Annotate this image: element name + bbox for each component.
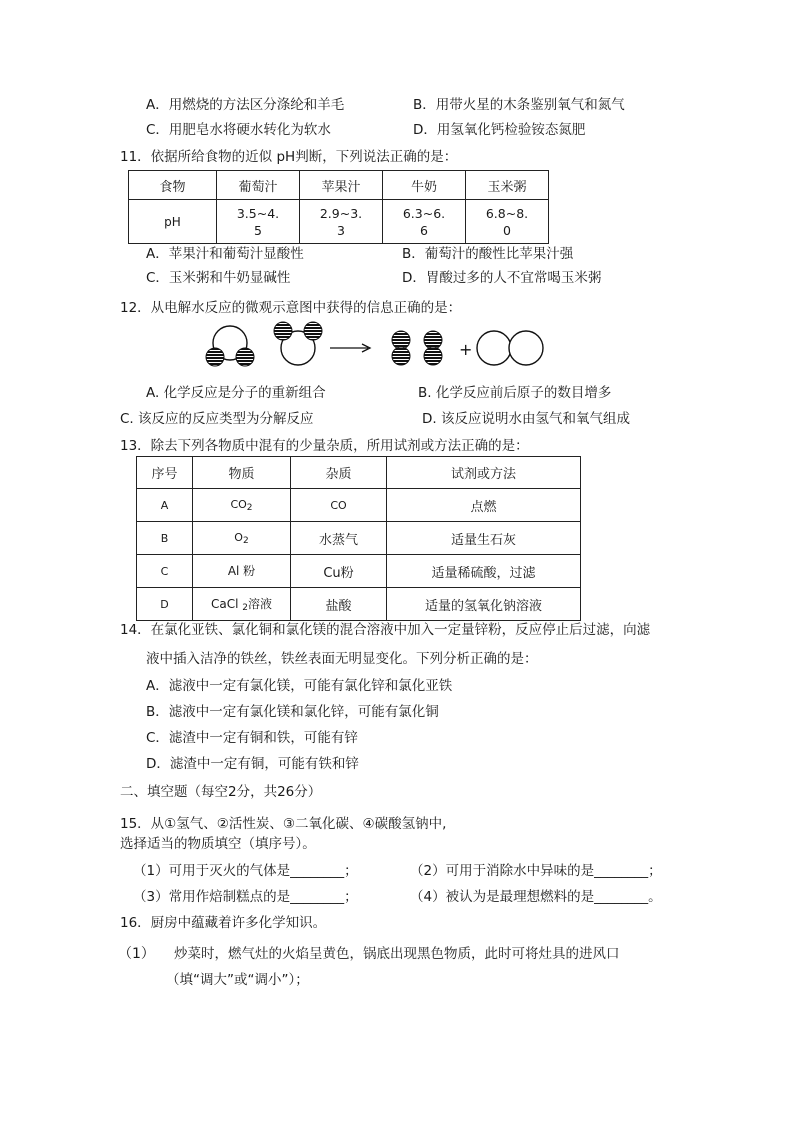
substance-cell: Al 粉	[193, 555, 291, 588]
table-row	[129, 200, 549, 244]
substance-cell: $CO_2$	[193, 489, 291, 522]
hydrogen-molecule-1	[392, 331, 410, 365]
question-14-stem-line1: 14．在氯化亚铁、氯化铜和氯化镁的混合溶液中加入一定量锌粉，反应停止后过滤，向滤	[120, 622, 651, 638]
table-header-row	[137, 457, 581, 489]
q12-option-b: B. 化学反应前后原子的数目增多	[418, 385, 612, 401]
q12-option-a: A. 化学反应是分子的重新组合	[146, 385, 326, 401]
electrolysis-diagram	[196, 318, 556, 372]
ph-cell: 3.5~4. 5	[217, 200, 300, 244]
q15-blank-2: （2）可用于消除水中异味的是________；	[410, 863, 662, 879]
impurity-cell: 水蒸气	[291, 522, 387, 555]
impurity-cell: CO	[291, 489, 387, 522]
header-apple-juice: 苹果汁	[300, 171, 383, 200]
hydrogen-molecule-2	[424, 331, 442, 365]
q15-blank-3: （3）常用作焙制糕点的是________；	[133, 889, 358, 905]
substance-cell: $O_2$	[193, 522, 291, 555]
option-a: A．用燃烧的方法区分涤纶和羊毛	[146, 97, 345, 113]
food-ph-table	[128, 170, 549, 244]
q11-option-b: B．葡萄汁的酸性比苹果汁强	[402, 246, 574, 262]
header-id: 序号	[137, 457, 193, 489]
question-14-stem-line2: 液中插入洁净的铁丝，铁丝表面无明显变化。下列分析正确的是：	[146, 651, 538, 667]
row-id: D	[137, 588, 193, 621]
table-row	[137, 588, 581, 621]
table-header-row	[129, 171, 549, 200]
q11-option-c: C．玉米粥和牛奶显碱性	[146, 270, 291, 286]
header-food: 食物	[129, 171, 217, 200]
ph-cell: 6.8~8. 0	[466, 200, 549, 244]
q12-option-c: C. 该反应的反应类型为分解反应	[120, 411, 314, 427]
header-substance: 物质	[193, 457, 291, 489]
ph-cell: 2.9~3. 3	[300, 200, 383, 244]
oxygen-molecule	[477, 331, 543, 365]
question-15-stem-line1: 15．从①氢气、②活性炭、③二氧化碳、④碳酸氢钠中,	[120, 816, 447, 832]
plus-sign: +	[459, 340, 473, 359]
method-cell: 点燃	[387, 489, 581, 522]
question-15-stem-line2: 选择适当的物质填空（填序号）。	[120, 836, 316, 852]
option-b: B．用带火星的木条鉴别氧气和氮气	[413, 97, 625, 113]
q14-option-a: A．滤液中一定有氯化镁，可能有氯化锌和氯化亚铁	[146, 678, 453, 694]
impurity-cell: Cu粉	[291, 555, 387, 588]
water-molecule-1	[206, 326, 254, 366]
table-row	[137, 489, 581, 522]
table-row	[137, 522, 581, 555]
q12-option-d: D. 该反应说明水由氢气和氧气组成	[422, 411, 630, 427]
q11-option-d: D．胃酸过多的人不宜常喝玉米粥	[402, 270, 602, 286]
impurity-cell: 盐酸	[291, 588, 387, 621]
row-label-ph: pH	[129, 200, 217, 244]
question-12-stem: 12．从电解水反应的微观示意图中获得的信息正确的是：	[120, 300, 462, 316]
header-method: 试剂或方法	[387, 457, 581, 489]
q16-part-1-line1: 炒菜时，燃气灶的火焰呈黄色，锅底出现黑色物质，此时可将灶具的进风口	[174, 946, 620, 962]
section-heading: 二、填空题（每空2分，共26分）	[120, 784, 322, 800]
reaction-arrow	[330, 344, 370, 352]
header-milk: 牛奶	[383, 171, 466, 200]
q16-part-number: （1）	[118, 946, 155, 962]
q15-blank-4: （4）被认为是最理想燃料的是________。	[410, 889, 662, 905]
q11-option-a: A．苹果汁和葡萄汁显酸性	[146, 246, 304, 262]
table-row	[137, 555, 581, 588]
q14-option-d: D．滤渣中一定有铜，可能有铁和锌	[146, 756, 359, 772]
row-id: C	[137, 555, 193, 588]
option-c: C．用肥皂水将硬水转化为软水	[146, 122, 331, 138]
method-cell: 适量的氢氧化钠溶液	[387, 588, 581, 621]
method-cell: 适量稀硫酸，过滤	[387, 555, 581, 588]
substance-cell: CaCl $_2$溶液	[193, 588, 291, 621]
option-d: D．用氢氧化钙检验铵态氮肥	[413, 122, 586, 138]
question-13-stem: 13．除去下列各物质中混有的少量杂质，所用试剂或方法正确的是：	[120, 438, 529, 454]
method-cell: 适量生石灰	[387, 522, 581, 555]
ph-cell: 6.3~6. 6	[383, 200, 466, 244]
question-11-stem: 11．依据所给食物的近似 pH判断，下列说法正确的是：	[120, 149, 458, 165]
row-id: A	[137, 489, 193, 522]
header-grape-juice: 葡萄汁	[217, 171, 300, 200]
question-16-stem: 16．厨房中蕴藏着许多化学知识。	[120, 915, 327, 931]
water-molecule-2	[274, 322, 322, 365]
header-corn-porridge: 玉米粥	[466, 171, 549, 200]
header-impurity: 杂质	[291, 457, 387, 489]
q16-part-1-line2: （填“调大”或“调小”）；	[166, 972, 309, 988]
q14-option-b: B．滤液中一定有氯化镁和氯化锌，可能有氯化铜	[146, 704, 439, 720]
impurity-table	[136, 456, 581, 621]
row-id: B	[137, 522, 193, 555]
q14-option-c: C．滤渣中一定有铜和铁，可能有锌	[146, 730, 358, 746]
q15-blank-1: （1）可用于灭火的气体是________；	[133, 863, 358, 879]
